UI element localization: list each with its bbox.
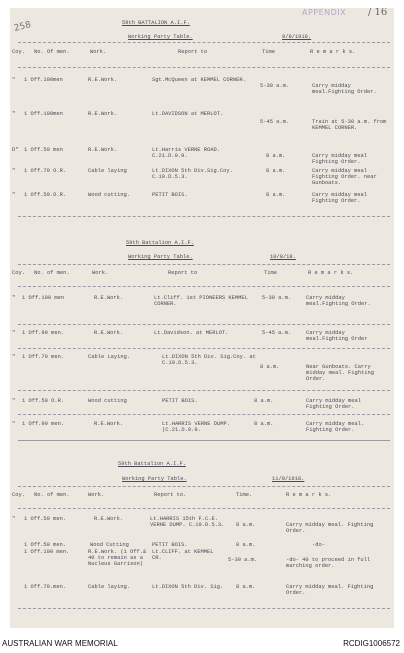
header-report: Report to. [154,492,187,498]
cell-time: 8 a.m. [236,542,256,548]
cell-time: 8 a.m. [236,522,256,528]
divider [18,286,390,287]
cell-work: Wood cutting [88,398,127,404]
cell-work: R.E.Work. [94,295,124,301]
header-work: Work. [92,270,109,276]
cell-time: 8 a.m. [236,584,256,590]
handwritten-page-number: / 16 [368,8,388,18]
cell-report: Sgt.McQueen at KEMMEL CORNER. [152,77,246,83]
appendix-stamp: APPENDIX [302,8,347,17]
header-time: Time [264,270,277,276]
cell-time: 8 a.m. [254,398,274,404]
cell-remarks: -do- [312,542,325,548]
header-time: Time. [236,492,253,498]
header-report: Report to [178,49,208,55]
cell-no: 1 Off.100 men [22,295,65,301]
cell-work: Wood Cutting [90,542,129,548]
cell-no: 1 Off.50 O.R. [22,398,65,404]
cell-coy: " [12,354,16,360]
cell-coy: " [12,516,16,522]
header-coy: Coy. [12,49,25,55]
cell-coy: " [12,398,16,404]
divider [18,486,390,487]
cell-remarks: Carry midday meal. Fighting Order. [286,584,374,596]
cell-coy: " [12,77,16,83]
cell-work: Cable laying. [88,584,131,590]
folio-number: 258 [13,20,33,34]
cell-work: Wood cutting. [88,192,131,198]
section-subtitle: Working Party Table. [122,476,187,482]
cell-report: PETIT BOIS. [152,542,188,548]
cell-time: 5-30 a.m. [262,295,292,301]
cell-remarks: Near Gunboats. Carry midday meal. Fighting Order. [306,364,374,382]
section-subtitle: Working Party Table. [128,254,193,260]
cell-no: 1 Off.50 men. [24,542,67,548]
cell-remarks: Carry midday meal Fighting Order. [306,398,361,410]
section-title: 59th BATTALION A.I.F. [122,20,190,26]
cell-report: Lt.CLIFF. at KEMMEL CR. [152,549,214,561]
section-date: 9/8/1918. [282,34,312,40]
cell-work: R.E.Work. [94,421,124,427]
cell-remarks: Carry midday meal Fighting Order. [312,192,367,204]
divider [18,324,390,325]
cell-coy: " [12,421,16,427]
cell-time: 8 a.m. [266,192,286,198]
header-coy: Coy. [12,270,25,276]
section-title: 59th Battalion A.I.F. [126,240,194,246]
header-remarks: R e m a r k s. [286,492,332,498]
document-page [10,8,394,628]
header-remarks: R e m a r k s. [310,49,356,55]
cell-report: Lt.DIXON 5th Div. Sig.Coy. at C.19.D.5.3. [162,354,256,366]
cell-no: 1 Off.50 men [24,147,63,153]
cell-work: Cable laying [88,168,127,174]
cell-report: Lt.DIXON 5th Div. Sig. [152,584,224,590]
header-coy: Coy. [12,492,25,498]
cell-remarks: Carry midday meal. Fighting Order. [286,522,374,534]
divider [18,390,390,391]
header-no: No. Of men. [34,49,70,55]
cell-report: Lt.HARRIS 15th F.C.E. VERNE DUMP. C.19.D.5.3. [150,516,225,528]
divider [18,348,390,349]
cell-report: PETIT BOIS. [152,192,188,198]
header-no: No. of men. [34,270,70,276]
cell-remarks: Carry midday meal.Fighting Order. [312,83,377,95]
divider [18,440,390,441]
header-report: Report to [168,270,198,276]
divider [18,414,390,415]
cell-work: R.E.Work. [94,516,124,522]
cell-remarks: Train at 5-30 a.m. from KEMMEL CORNER. [312,119,387,131]
cell-work: R.E.Work. (1 Off.& 40 to remain as a Nucleus Garrison) [88,549,147,567]
cell-work: R.E.Work. [94,330,124,336]
header-time: Time [262,49,275,55]
cell-no: 1 Off.70 O.R. [24,168,67,174]
cell-remarks: Carry midday meal Fighting Order. [312,153,367,165]
header-no: No. of men. [34,492,70,498]
footer-source: AUSTRALIAN WAR MEMORIAL [2,639,118,648]
footer-reference: RCDIG1006572 [343,639,400,648]
cell-coy: " [12,192,16,198]
cell-report: PETIT BOIS. [162,398,198,404]
divider [18,67,390,68]
cell-coy: " [12,168,16,174]
cell-report: Lt.DAVIDSON at MERLOT. [152,111,224,117]
cell-time: 8 a.m. [254,421,274,427]
divider [18,508,390,509]
cell-report: Lt.HARRIS VERNE DUMP.(C.21.D.0.9. [162,421,230,433]
cell-no: 1 Off.90 men. [22,330,65,336]
section-subtitle: Working Party Table. [128,34,193,40]
header-work: Work. [88,492,105,498]
cell-no: 1 Off.90 men. [22,421,65,427]
cell-no: 1 Off.100 men. [24,549,70,555]
cell-remarks: Carry midday meal.Fighting Order. [306,295,371,307]
cell-report: Lt.Harris VERNE ROAD. C.21.D.0.9. [152,147,220,159]
cell-no: 1 Off.50 men. [24,516,67,522]
cell-no: 1 Off.100men [24,111,63,117]
section-date: 10/8/18. [270,254,296,260]
cell-work: R.E.Work. [88,147,118,153]
cell-no: 1 Off.70 men. [22,354,65,360]
cell-time: 8 a.m. [266,153,286,159]
divider [18,264,390,265]
cell-coy: " [12,295,16,301]
cell-coy: " [12,111,16,117]
cell-work: Cable Laying. [88,354,131,360]
cell-no: 1 Off.100men [24,77,63,83]
section-date: 11/8/1918. [272,476,305,482]
cell-work: R.E.Work. [88,77,118,83]
divider [18,42,390,43]
cell-report: Lt.Cliff. 1st PIONEERS KEMMEL CORNER. [154,295,248,307]
cell-no: 1 Off.70.men. [24,584,67,590]
cell-coy: " [12,330,16,336]
cell-report: Lt.Davidson. at MERLOT. [154,330,229,336]
cell-coy: D" [12,147,19,153]
cell-work: R.E.Work. [88,111,118,117]
divider [18,608,390,609]
divider [18,216,390,217]
cell-remarks: Carry midday meal.Fighting Order [306,330,368,342]
cell-time: 8 a.m. [260,364,280,370]
cell-time: 5-45 a.m. [260,119,290,125]
cell-time: 8 a.m. [266,168,286,174]
cell-time: 5-30 a.m. [260,83,290,89]
header-remarks: R e m a r k s. [308,270,354,276]
cell-time: 5-45 a.m. [262,330,292,336]
cell-no: 1 Off.50.O.R. [24,192,67,198]
cell-remarks: Carry midday meal. Fighting Order. [306,421,365,433]
cell-time: 5-30 a.m. [228,557,258,563]
cell-remarks: Carry midday meal Fighting Order. near Gunboats. [312,168,377,186]
header-work: Work. [90,49,107,55]
cell-report: Lt.DIXON 5th Div.Sig.Coy. C.19.D.5.3. [152,168,233,180]
section-title: 59th Battalion A.I.F. [118,461,186,467]
cell-remarks: -do- 40 to proceed in full marching order. [286,557,371,569]
